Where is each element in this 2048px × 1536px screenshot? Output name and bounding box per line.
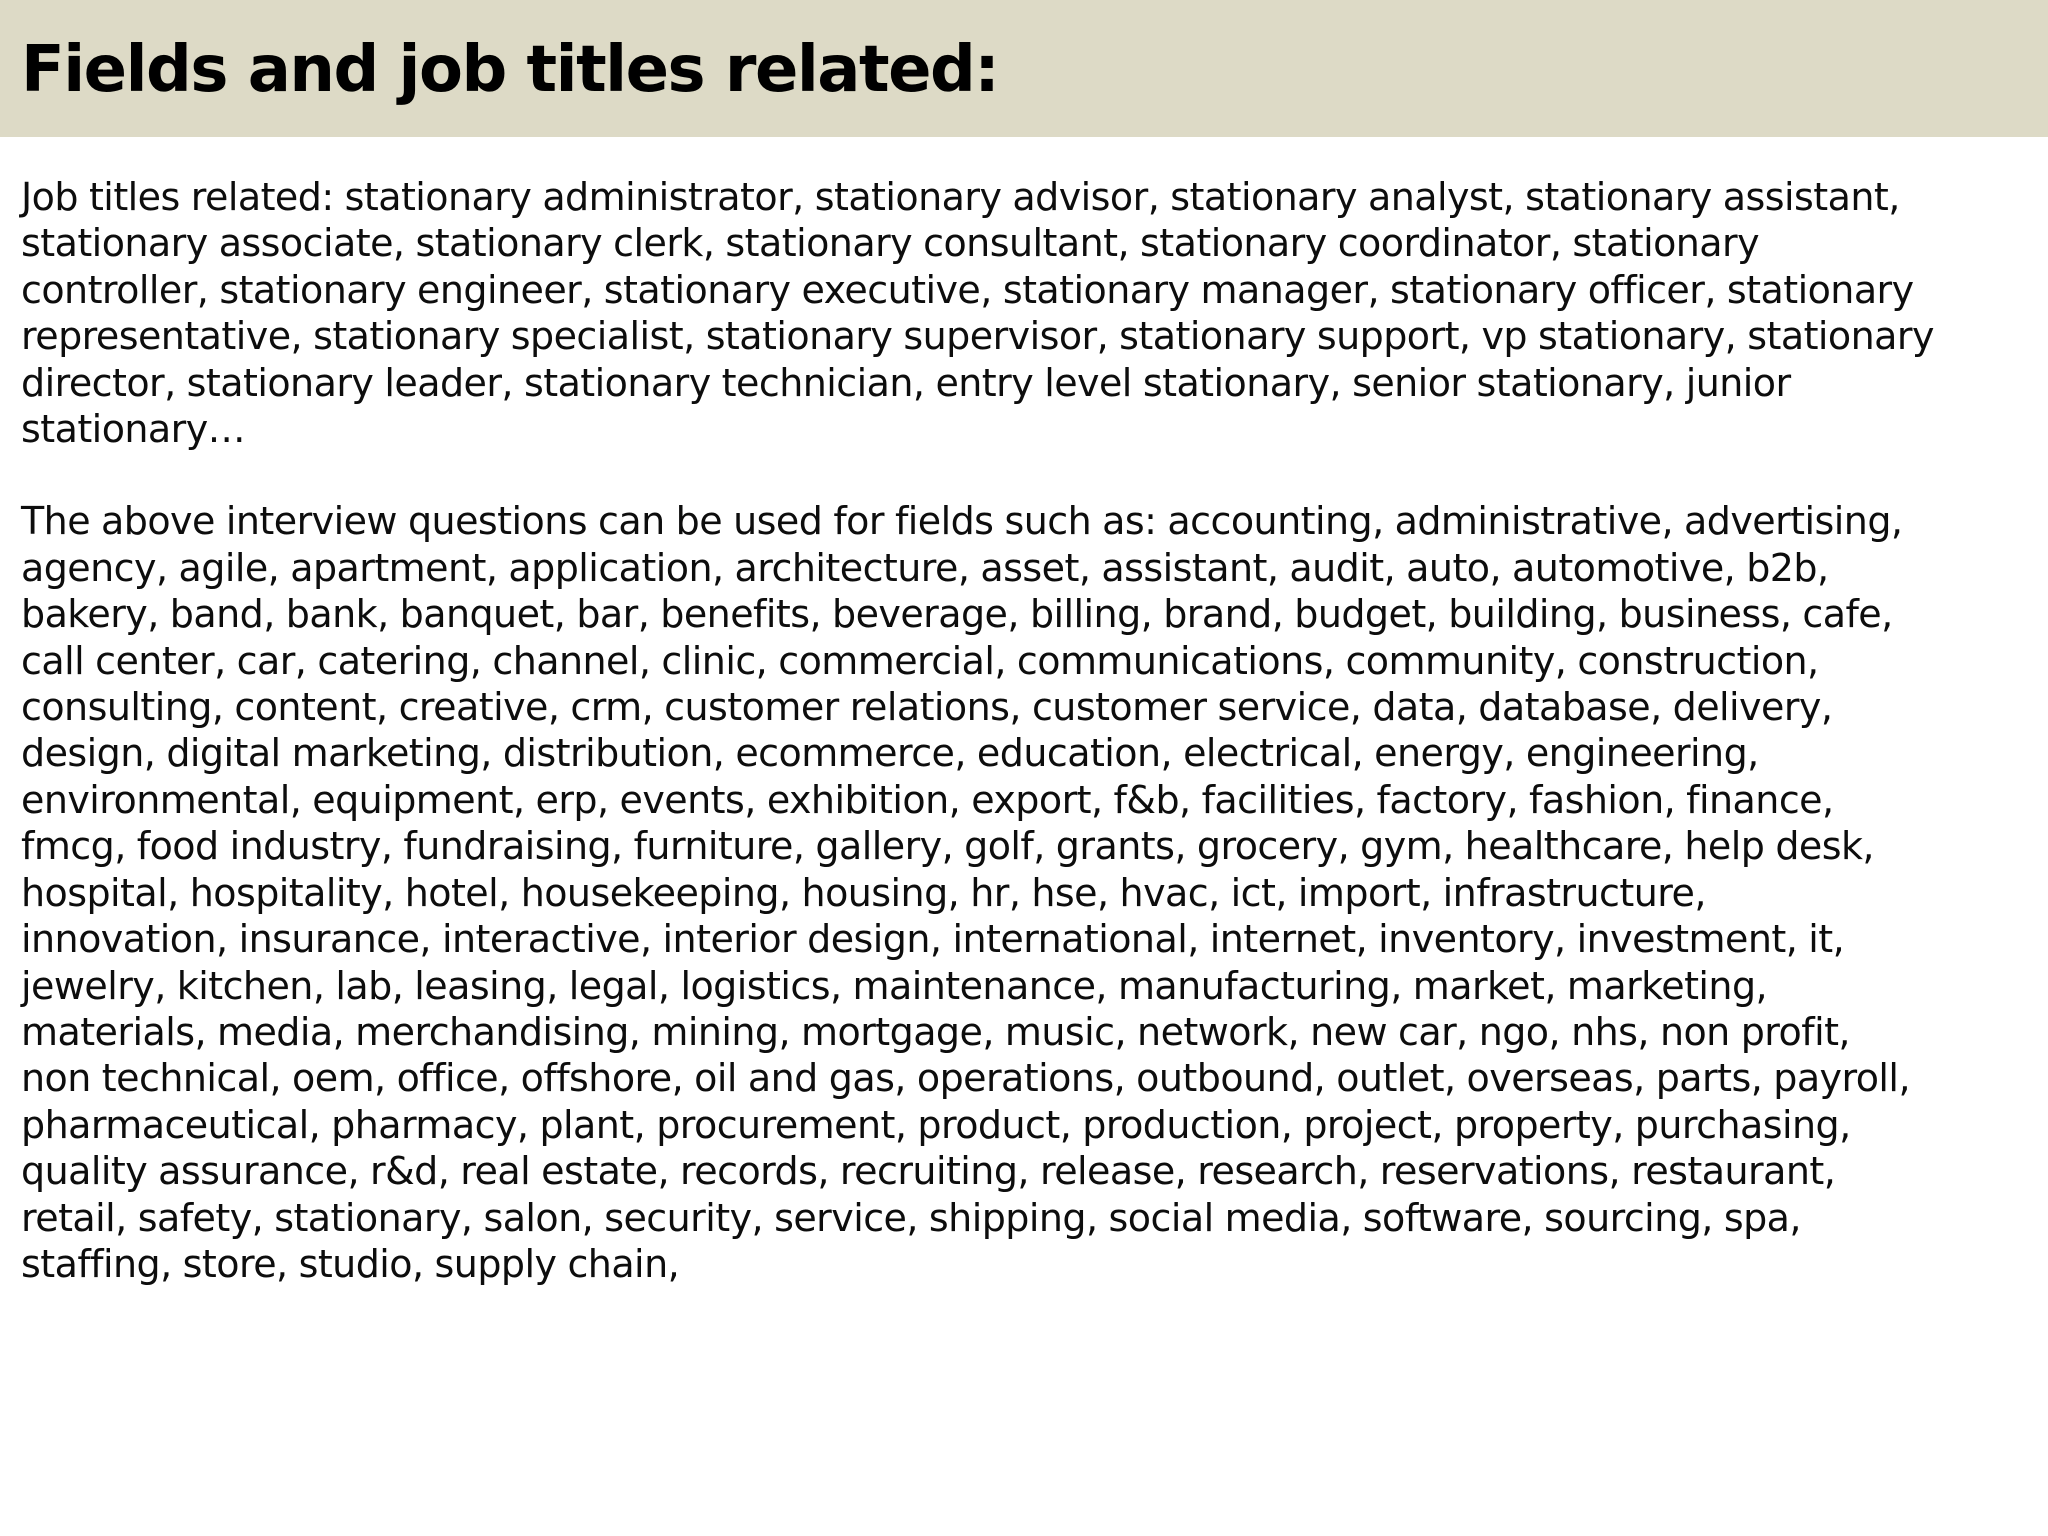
- page-title: Fields and job titles related:: [21, 33, 999, 107]
- slide-body: [21, 174, 2031, 1287]
- fields-paragraph: The above interview questions can be used for fields such as: accounting, administrative, advertising, agency, agile, apartment, application, architecture, asset, assistant, audit, auto, automotive, b2b, bakery, band, bank, banquet, bar, benefits, beverage, billing, brand, budget, building, business, cafe, call center, car, catering, channel, clinic, commercial, communications, community, construction, consulting, content, creative, crm, customer relations, customer service, data, database, delivery, design, digital marketing, distribution, ecommerce, education, electrical, energy, engineering, environmental, equipment, erp, events, exhibition, export, f&b, facilities, factory, fashion, finance, fmcg, food industry, fundraising, furniture, gallery, golf, grants, grocery, gym, healthcare, help desk, hospital, hospitality, hotel, housekeeping, housing, hr, hse, hvac, ict, import, infrastructure, innovation, insurance, interactive, interior design, international, internet, inventory, investment, it, jewelry, kitchen, lab, leasing, legal, logistics, maintenance, manufacturing, market, marketing, materials, media, merchandising, mining, mortgage, music, network, new car, ngo, nhs, non profit, non technical, oem, office, offshore, oil and gas, operations, outbound, outlet, overseas, parts, payroll, pharmaceutical, pharmacy, plant, procurement, product, production, project, property, purchasing, quality assurance, r&d, real estate, records, recruiting, release, research, reservations, restaurant, retail, safety, stationary, salon, security, service, shipping, social media, software, sourcing, spa, staffing, store, studio, supply chain,: [21, 499, 1910, 1286]
- title-bar: [0, 0, 2048, 137]
- job-titles-paragraph: Job titles related: stationary administrator, stationary advisor, stationary analyst, stationary assistant, stationary associate, stationary clerk, stationary consultant, stationary coordinator, stationary controller, stationary engineer, stationary executive, stationary manager, stationary officer, stationary representative, stationary specialist, stationary supervisor, stationary support, vp stationary, stationary director, stationary leader, stationary technician, entry level stationary, senior stationary, junior stationary…: [21, 175, 1934, 452]
